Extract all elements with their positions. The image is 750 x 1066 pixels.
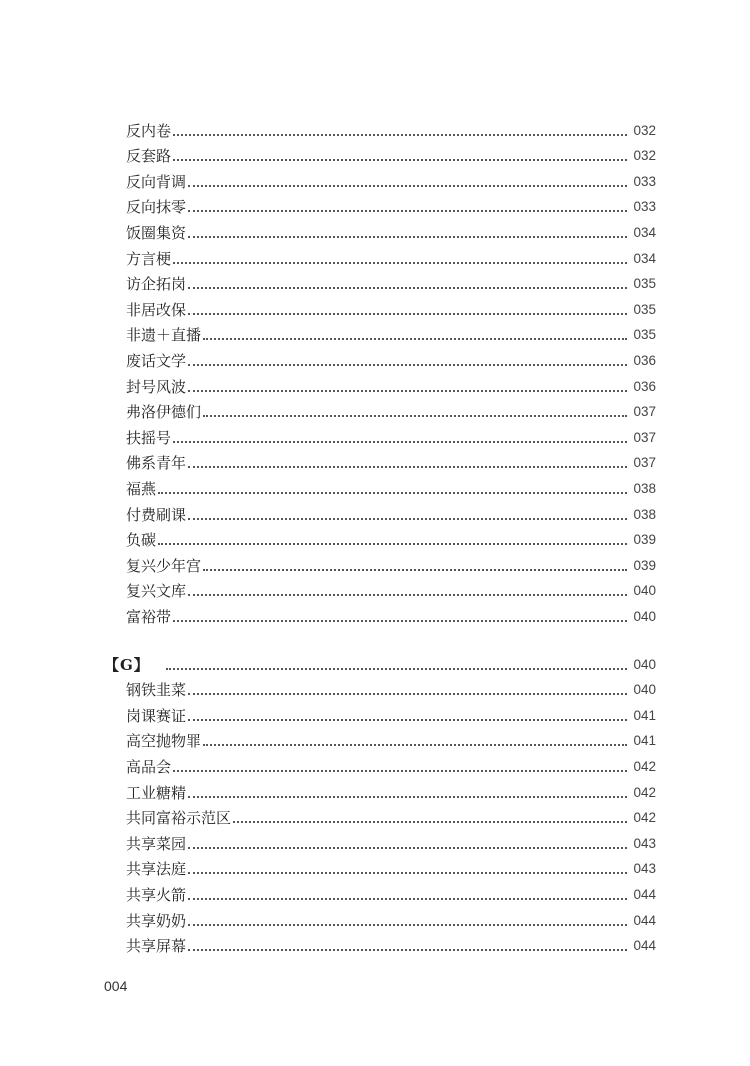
toc-entry-title: 反内卷 — [126, 121, 172, 140]
dot-leader — [173, 134, 627, 136]
dot-leader — [188, 390, 627, 392]
toc-entry — [126, 447, 656, 473]
toc-entry-title: 福燕 — [126, 479, 157, 498]
dot-leader — [173, 159, 627, 161]
toc-entry-title: 富裕带 — [126, 607, 172, 626]
section-heading-g — [104, 648, 656, 674]
dot-leader — [188, 847, 627, 849]
dot-leader — [173, 770, 627, 772]
dot-leader — [203, 569, 627, 571]
toc-entry-title: 饭圈集资 — [126, 223, 187, 242]
dot-leader — [173, 262, 627, 264]
toc-entry-page: 037 — [633, 404, 656, 420]
dot-leader — [173, 620, 627, 622]
toc-entry-page: 032 — [633, 122, 656, 138]
toc-entry-title: 共享火箭 — [126, 885, 187, 904]
toc-entry — [126, 853, 656, 879]
dot-leader — [188, 898, 627, 900]
toc-entry-page: 037 — [633, 429, 656, 445]
dot-leader — [188, 693, 627, 695]
dot-leader — [188, 719, 627, 721]
toc-section-g — [104, 648, 656, 956]
toc-entry-page: 040 — [633, 682, 656, 698]
toc-entry — [126, 699, 656, 725]
dot-leader — [188, 594, 627, 596]
page-number: 004 — [104, 978, 128, 994]
toc-entry-title: 共享菜园 — [126, 834, 187, 853]
toc-entry — [126, 319, 656, 345]
toc-entry — [126, 600, 656, 626]
toc-entry — [126, 165, 656, 191]
toc-entry — [126, 370, 656, 396]
toc-entry-page: 039 — [633, 557, 656, 573]
dot-leader — [188, 236, 627, 238]
toc-entry — [126, 472, 656, 498]
toc-entry-page: 044 — [633, 886, 656, 902]
toc-entry-page: 043 — [633, 861, 656, 877]
dot-leader — [188, 924, 627, 926]
toc-entry-page: 037 — [633, 455, 656, 471]
toc-entry — [126, 930, 656, 956]
toc-entry-page: 034 — [633, 224, 656, 240]
toc-entry — [126, 878, 656, 904]
toc-entry — [126, 114, 656, 140]
toc-entry-title: 弗洛伊德们 — [126, 403, 202, 422]
dot-leader — [188, 185, 627, 187]
toc-entry-title: 非遗＋直播 — [126, 326, 202, 345]
dot-leader — [188, 364, 627, 366]
toc-entry-page: 033 — [633, 173, 656, 189]
dot-leader — [203, 744, 627, 746]
toc-entry-title: 共享奶奶 — [126, 911, 187, 930]
toc-entry-page: 044 — [633, 938, 656, 954]
toc-entry — [126, 802, 656, 828]
toc-entry — [126, 776, 656, 802]
toc-entry-page: 032 — [633, 148, 656, 164]
dot-leader — [166, 668, 628, 670]
toc-entry — [126, 140, 656, 166]
toc-entry — [126, 827, 656, 853]
toc-entry — [126, 498, 656, 524]
toc-entry-title: 反向背调 — [126, 172, 187, 191]
toc-entry-page: 042 — [633, 810, 656, 826]
toc-entry-page: 042 — [633, 784, 656, 800]
toc-entry-title: 扶摇号 — [126, 428, 172, 447]
toc-entry-page: 035 — [633, 301, 656, 317]
toc-entry-page: 040 — [633, 583, 656, 599]
toc-entry-title: 高空抛物罪 — [126, 732, 202, 751]
toc-entry-title: 工业糖精 — [126, 783, 187, 802]
dot-leader — [158, 543, 627, 545]
toc-entry — [126, 904, 656, 930]
dot-leader — [188, 466, 627, 468]
toc-entry-title: 复兴少年宫 — [126, 556, 202, 575]
toc-entry — [126, 396, 656, 422]
toc-entry-page: 042 — [633, 758, 656, 774]
toc-entry — [126, 725, 656, 751]
toc-entry-title: 共享屏幕 — [126, 937, 187, 956]
toc-entry-title: 反套路 — [126, 147, 172, 166]
toc-entry-page: 033 — [633, 199, 656, 215]
toc-entry — [126, 344, 656, 370]
toc-entry-title: 岗课赛证 — [126, 706, 187, 725]
toc-entry-title: 负碳 — [126, 531, 157, 550]
section-heading-page: 040 — [633, 656, 656, 672]
dot-leader — [158, 492, 627, 494]
dot-leader — [188, 287, 627, 289]
toc-entry — [126, 421, 656, 447]
toc-entry-page: 035 — [633, 276, 656, 292]
toc-entry-title: 非居改保 — [126, 300, 187, 319]
dot-leader — [188, 210, 627, 212]
toc-entry-title: 方言梗 — [126, 249, 172, 268]
toc-entry — [126, 216, 656, 242]
toc-entry-page: 043 — [633, 835, 656, 851]
toc-entry — [126, 549, 656, 575]
toc-entry-title: 付费刷课 — [126, 505, 187, 524]
toc-entry-title: 共享法庭 — [126, 860, 187, 879]
dot-leader — [203, 415, 627, 417]
toc-entry — [126, 191, 656, 217]
dot-leader — [188, 872, 627, 874]
toc-entry-title: 佛系青年 — [126, 454, 187, 473]
toc-entry-page: 036 — [633, 378, 656, 394]
toc-entry — [126, 750, 656, 776]
dot-leader — [188, 313, 627, 315]
toc-entry — [126, 293, 656, 319]
toc-entry-title: 高品会 — [126, 757, 172, 776]
toc-entry-page: 039 — [633, 532, 656, 548]
section-heading-title: 【G】 — [104, 655, 150, 674]
toc-entry — [126, 524, 656, 550]
toc-entry — [126, 242, 656, 268]
toc-entry-page: 041 — [633, 733, 656, 749]
toc-entry-title: 废话文学 — [126, 351, 187, 370]
dot-leader — [188, 796, 627, 798]
toc-entry-title: 共同富裕示范区 — [126, 809, 232, 828]
dot-leader — [173, 441, 627, 443]
toc-entry-page: 035 — [633, 327, 656, 343]
toc-entry-page: 036 — [633, 352, 656, 368]
toc-entry-title: 复兴文库 — [126, 582, 187, 601]
toc-entry-page: 038 — [633, 480, 656, 496]
toc-entry-page: 038 — [633, 506, 656, 522]
toc-entry — [126, 674, 656, 700]
toc-entry-page: 034 — [633, 250, 656, 266]
dot-leader — [203, 338, 627, 340]
toc-entry-page: 040 — [633, 608, 656, 624]
toc-entry-page: 044 — [633, 912, 656, 928]
toc-entry-title: 反向抹零 — [126, 198, 187, 217]
toc-entry — [126, 575, 656, 601]
toc-entry-title: 钢铁韭菜 — [126, 681, 187, 700]
dot-leader — [188, 949, 627, 951]
toc-section-f — [126, 114, 656, 626]
toc-entry-title: 封号风波 — [126, 377, 187, 396]
toc-entry — [126, 268, 656, 294]
dot-leader — [188, 518, 627, 520]
toc-entry-title: 访企拓岗 — [126, 275, 187, 294]
toc-entry-page: 041 — [633, 707, 656, 723]
dot-leader — [233, 821, 627, 823]
